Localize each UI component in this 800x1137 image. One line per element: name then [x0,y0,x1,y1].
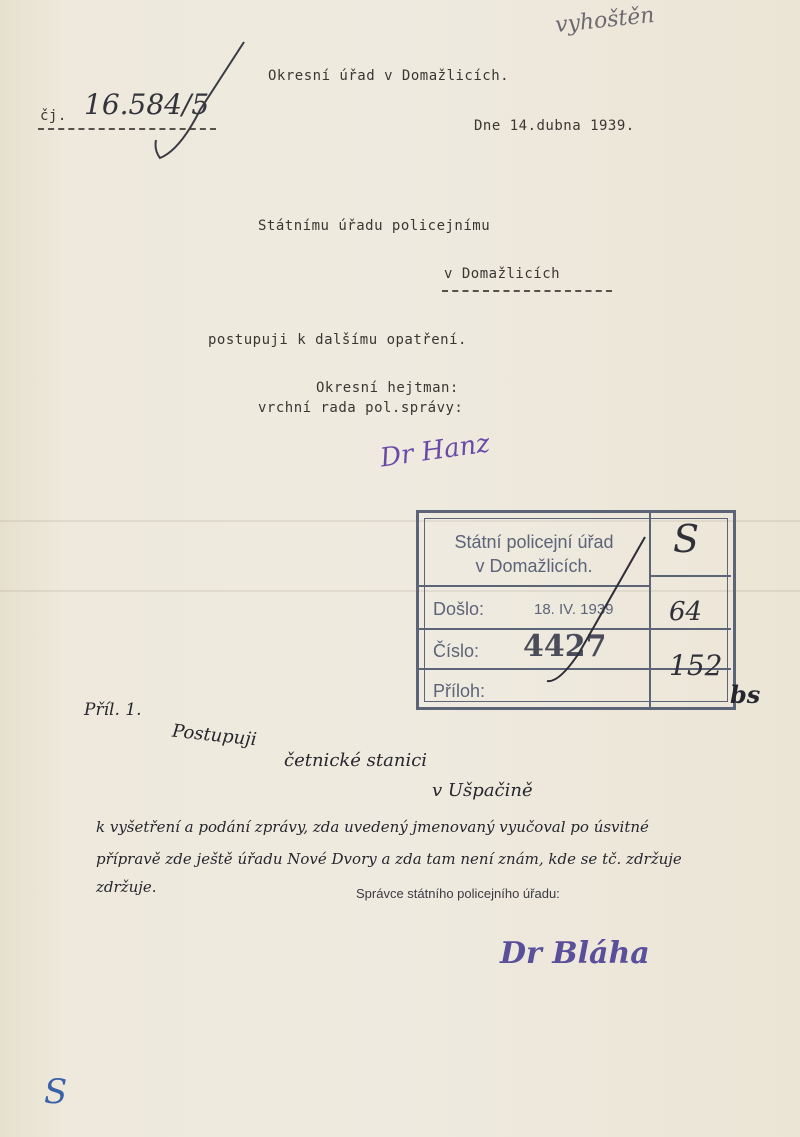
stamp-right-top: S [673,517,700,561]
handwritten-body3: zdržuje. [96,878,157,896]
reference-number: 16.584/5 [84,88,210,121]
check-stroke [539,533,649,683]
stamp-right-bottom: 152 [669,649,723,682]
administrator-stamp: Správce státního policejního úřadu: [356,886,560,901]
stamp-divider [649,513,651,707]
handwritten-body2: přípravě zde ještě úřadu Nové Dvory a zda tam není znám, kde se tč. zdržuje [96,850,682,868]
hejtman-signature: Dr Hanz [378,428,492,474]
office-heading: Okresní úřad v Domažlicích. [268,68,510,84]
handwritten-line1: Postupuji [171,720,258,751]
addressee-line2: v Domažlicích [444,266,561,282]
reference-prefix: čj. [40,108,67,124]
stamp-side-initials: bs [730,680,761,709]
stamp-office-line2: v Domažlicích. [475,556,593,576]
handwritten-body1: k vyšetření a podání zprávy, zda uvedený jmenovaný vyučoval po úsvitné [96,818,649,836]
pencil-note: vyhoštěn [553,2,656,39]
stamp-row-line [649,575,731,577]
handwritten-line3: v Ušpačině [432,780,533,801]
signatory-title1: Okresní hejtman: [316,380,459,396]
handwritten-line2: četnické stanici [284,750,428,771]
registry-stamp [416,510,736,710]
stamp-office-line1: Státní policejní úřad [454,532,614,552]
check-stroke [140,40,250,170]
addressee-underline [442,290,612,292]
stamp-attachments-label: Příloh: [433,681,486,701]
stamp-received-label: Došlo: [433,599,485,619]
administrator-signature: Dr Bláha [500,936,650,971]
margin-mark: S [44,1072,68,1112]
stamp-received-date: 18. IV. 1939 [534,601,614,618]
body-text: postupuji k dalšímu opatření. [208,332,467,348]
addressee-line1: Státnímu úřadu policejnímu [258,218,491,234]
date-line: Dne 14.dubna 1939. [474,118,635,134]
signatory-title2: vrchní rada pol.správy: [258,400,464,416]
attachment-annotation: Příl. 1. [84,700,142,720]
stamp-right-mid: 64 [669,597,703,627]
stamp-number-value: 4427 [523,629,607,664]
stamp-number-label: Číslo: [433,641,480,661]
